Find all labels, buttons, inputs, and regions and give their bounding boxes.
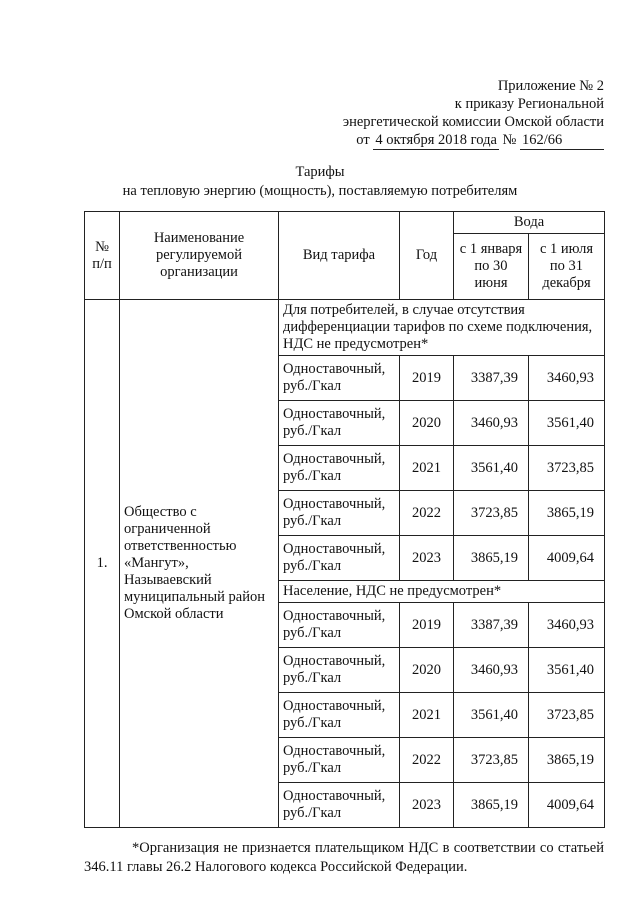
tariff-period-1-cell: 3460,93 [454,401,529,446]
section-title: Население, НДС не предусмотрен* [279,581,605,603]
tariff-period-2-cell: 3865,19 [529,738,605,783]
tariff-type-cell: Одноставочный, руб./Гкал [279,536,400,581]
organization-name: Общество с ограниченной ответственностью «Мангут», Называевский муниципальный район Омской области [120,300,279,828]
tariff-period-2-cell: 3561,40 [529,401,605,446]
year-cell: 2022 [400,738,454,783]
tariff-period-2-cell: 3723,85 [529,693,605,738]
year-cell: 2021 [400,446,454,491]
number-prefix: № [502,132,517,148]
footnote-text: *Организация не признается плательщиком НДС в соответствии со статьей 346.11 главы 26.2 Налогового кодекса Российской Федерации. [84,840,604,875]
tariff-period-2-cell: 3460,93 [529,356,605,401]
appendix-line-2: к приказу Региональной [454,96,604,112]
year-cell: 2019 [400,356,454,401]
tariff-type-cell: Одноставочный, руб./Гкал [279,491,400,536]
tariff-period-1-cell: 3865,19 [454,536,529,581]
section-header-row [85,300,605,356]
year-cell: 2023 [400,783,454,828]
order-date-field [373,131,499,150]
tariff-period-1-cell: 3723,85 [454,738,529,783]
tariff-type-cell: Одноставочный, руб./Гкал [279,693,400,738]
document-title: Тарифы [295,164,345,180]
tariff-period-2-cell: 4009,64 [529,783,605,828]
tariff-type-cell: Одноставочный, руб./Гкал [279,738,400,783]
header-organization: Наименование регулируемой организации [120,212,279,300]
tariff-type-cell: Одноставочный, руб./Гкал [279,648,400,693]
year-cell: 2021 [400,693,454,738]
tariff-period-1-cell: 3561,40 [454,446,529,491]
year-cell: 2019 [400,603,454,648]
tariff-period-1-cell: 3561,40 [454,693,529,738]
order-date-line [343,131,604,150]
tariff-type-cell: Одноставочный, руб./Гкал [279,401,400,446]
tariff-type-cell: Одноставочный, руб./Гкал [279,783,400,828]
tariff-period-1-cell: 3865,19 [454,783,529,828]
tariff-period-1-cell: 3387,39 [454,603,529,648]
order-number-field [520,131,604,150]
header-row-1 [85,212,605,234]
year-cell: 2022 [400,491,454,536]
tariff-type-cell: Одноставочный, руб./Гкал [279,446,400,491]
document-subtitle: на тепловую энергию (мощность), поставляемую потребителям [122,183,518,199]
tariff-period-1-cell: 3460,93 [454,648,529,693]
from-prefix: от [356,132,370,148]
tariff-type-cell: Одноставочный, руб./Гкал [279,603,400,648]
header-water: Вода [454,212,605,234]
appendix-block [343,77,604,150]
tariff-period-1-cell: 3723,85 [454,491,529,536]
year-cell: 2023 [400,536,454,581]
header-period-1: с 1 января по 30 июня [454,234,529,300]
tariff-period-2-cell: 4009,64 [529,536,605,581]
row-number: 1. [85,300,120,828]
header-year: Год [400,212,454,300]
tariff-period-2-cell: 3460,93 [529,603,605,648]
order-number-handwritten: 162/66 [522,132,563,148]
header-num: № п/п [85,212,120,300]
year-cell: 2020 [400,401,454,446]
tariffs-table [84,211,605,828]
appendix-line-1: Приложение № 2 [497,78,604,94]
document-title-block [0,163,640,201]
tariff-period-2-cell: 3723,85 [529,446,605,491]
tariff-period-2-cell: 3865,19 [529,491,605,536]
appendix-line-3: энергетической комиссии Омской области [342,114,604,130]
footnote [84,839,604,877]
year-cell: 2020 [400,648,454,693]
section-title: Для потребителей, в случае отсутствия дифференциации тарифов по схеме подключения, НДС не предусмотрен* [279,300,605,356]
tariff-type-cell: Одноставочный, руб./Гкал [279,356,400,401]
tariff-period-2-cell: 3561,40 [529,648,605,693]
header-tariff-type: Вид тарифа [279,212,400,300]
order-date-handwritten: 4 октября 2018 года [375,132,497,148]
tariff-period-1-cell: 3387,39 [454,356,529,401]
header-period-2: с 1 июля по 31 декабря [529,234,605,300]
